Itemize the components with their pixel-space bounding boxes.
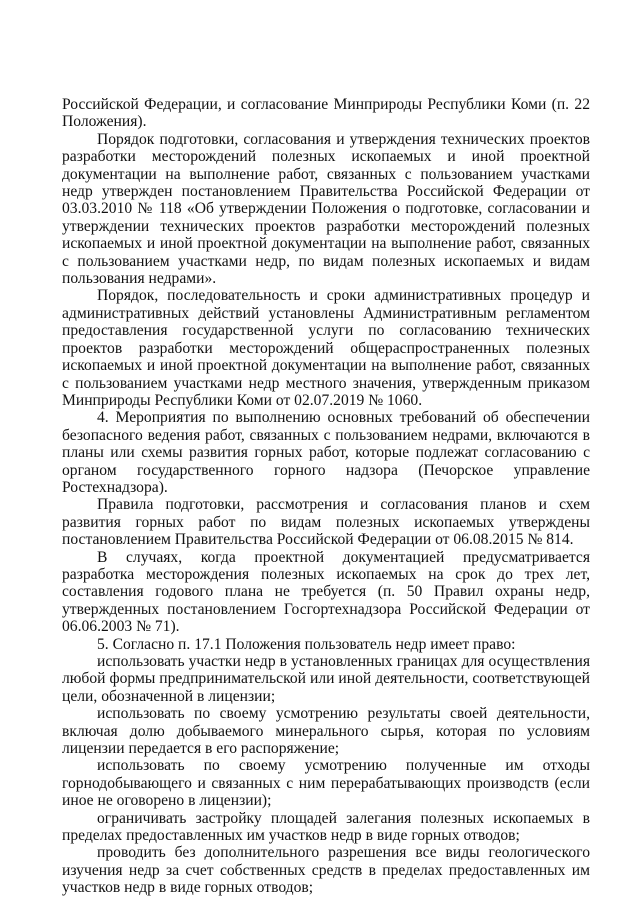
paragraph-continuation: Российской Федерации, и согласование Минприроды Республики Коми (п. 22 Положения). (62, 96, 590, 131)
list-item-right-use-results: использовать по своему усмотрению результаты своей деятельности, включая долю добываемого минерального сырья, которая по условиям лицензии передается в его распоряжение; (62, 705, 590, 758)
list-item-right-use-waste: использовать по своему усмотрению полученные им отходы горнодобывающего и связанных с ним перерабатывающих производств (если иное не оговорено в лицензии); (62, 757, 590, 810)
paragraph-annual-plan: В случаях, когда проектной документацией предусматривается разработка месторождения полезных ископаемых на срок до трех лет, составления годового плана не требуется (п. 50 Правил охраны недр, утвержденных постановлением Госгортехнадзора Российской Федерации от 06.06.2003 № 71). (62, 548, 590, 636)
paragraph-technical-projects-order: Порядок подготовки, согласования и утверждения технических проектов разработки месторождений полезных ископаемых и иной проектной документации на выполнение работ, связанных с пользованием участками недр утвержден постановлением Правительства Российской Федерации от 03.03.2010 № 118 «Об утверждении Положения о подготовке, согласовании и утверждении технических проектов разработки месторождений полезных ископаемых и иной проектной документации на выполнение работ, связанных с пользованием участками недр, по видам полезных ископаемых и видам пользования недрами». (62, 130, 590, 288)
paragraph-section-5: 5. Согласно п. 17.1 Положения пользователь недр имеет право: (97, 635, 516, 653)
list-item-right-use-areas: использовать участки недр в установленных границах для осуществления любой формы предпринимательской или иной деятельности, соответствующей цели, обозначенной в лицензии; (62, 653, 590, 705)
paragraph-mining-plans-rules: Правила подготовки, рассмотрения и согласования планов и схем развития горных работ по видам полезных ископаемых утверждены постановлением Правительства Российской Федерации от 06.08.2015 № 814. (62, 496, 590, 549)
paragraph-section-4: 4. Мероприятия по выполнению основных требований об обеспечении безопасного ведения работ, связанных с пользованием недрами, включаются в планы или схемы развития горных работ, которые подлежат согласованию с органом государственного горного надзора (Печорское управление Ростехнадзора). (62, 409, 590, 496)
list-item-right-limit-construction: ограничивать застройку площадей залегания полезных ископаемых в пределах предоставленных им участков недр в виде горных отводов; (62, 809, 590, 845)
list-item-right-geological-study: проводить без дополнительного разрешения все виды геологического изучения недр за счет собственных средств в пределах предоставленных им участков недр в виде горных отводов; (62, 844, 590, 897)
paragraph-administrative-procedures: Порядок, последовательность и сроки административных процедур и административных действий установлены Административным регламентом предоставления государственной услуги по согласованию технических проектов разработки месторождений общераспространенных полезных ископаемых и иной проектной документации на выполнение работ, связанных с пользованием участками недр местного значения, утвержденным приказом Минприроды Республики Коми от 02.07.2019 № 1060. (62, 287, 590, 409)
